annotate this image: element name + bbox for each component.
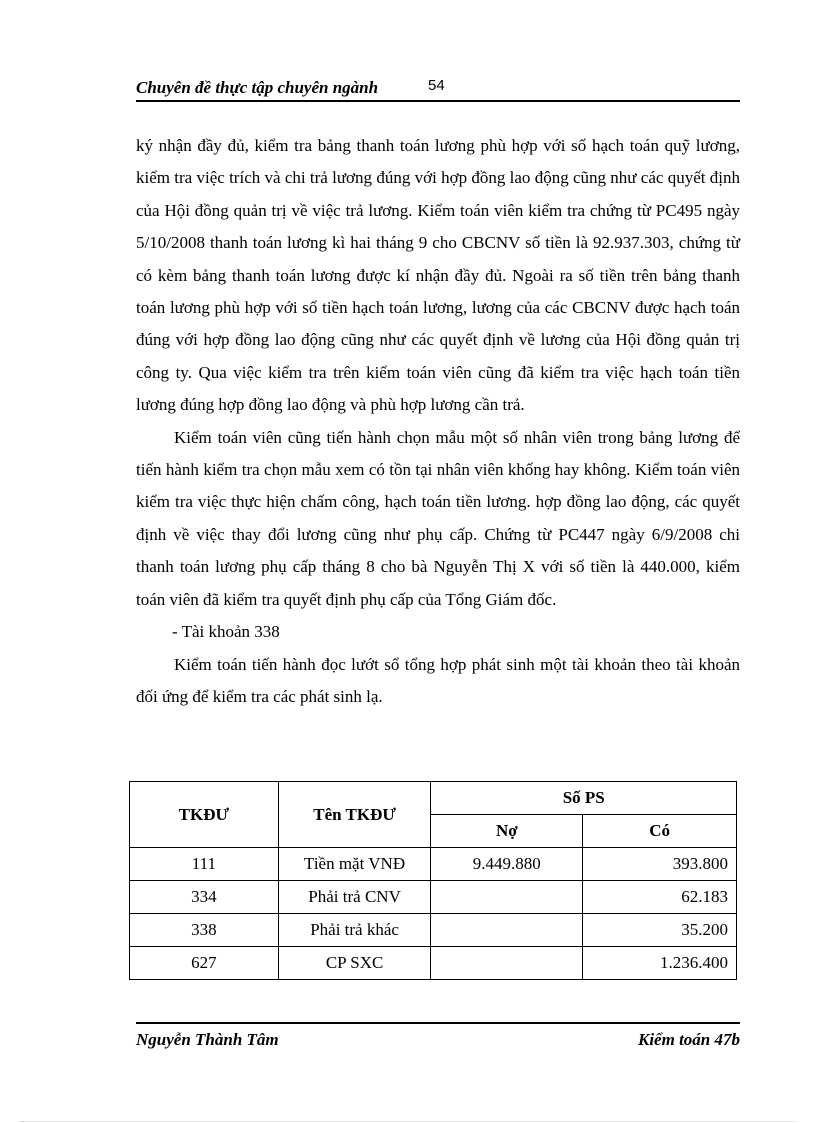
page-number: 54 (428, 77, 445, 94)
col-header-co: Có (583, 815, 737, 848)
paragraph: ký nhận đầy đủ, kiểm tra bảng thanh toán lương phù hợp với số hạch toán quỹ lương, kiểm tra việc trích và chi trả lương đúng với hợp đồng lao động cũng như các quyết định của Hội đồng quản trị về việc trả lương. Kiểm toán viên kiểm tra chứng từ PC495 ngày 5/10/2008 thanh toán lương kì hai tháng 9 cho CBCNV số tiền là 92.937.303, chứng từ có kèm bảng thanh toán lương được kí nhận đầy đủ. Ngoài ra số tiền trên bảng thanh toán lương phù hợp với số tiền hạch toán lương, lương của các CBCNV được hạch toán đúng với hợp đồng lao động cũng như các quyết định về lương của Hội đồng quản trị công ty. Qua việc kiểm tra trên kiểm toán viên cũng đã kiểm tra việc hạch toán tiền lương đúng hợp đồng lao động và phù hợp lương cần trả. (136, 136, 740, 415)
cell-tkdu: 627 (130, 947, 279, 980)
table-row (130, 881, 737, 914)
cell-no: 9.449.880 (431, 848, 583, 881)
footer-author: Nguyễn Thành Tâm (136, 1030, 279, 1049)
cell-co: 393.800 (583, 848, 737, 881)
footer-class: Kiểm toán 47b (637, 1030, 740, 1049)
col-header-ten-tkdu: Tên TKĐƯ (278, 782, 431, 848)
table-row (130, 947, 737, 980)
cell-co: 35.200 (583, 914, 737, 947)
cell-ten: Phải trả khác (278, 914, 431, 947)
header-title: Chuyên đề thực tập chuyên ngành (136, 78, 379, 97)
cell-co: 62.183 (583, 881, 737, 914)
cell-ten: Tiền mặt VNĐ (278, 848, 431, 881)
cell-tkdu: 334 (130, 881, 279, 914)
paragraph: Kiểm toán viên cũng tiến hành chọn mẫu một số nhân viên trong bảng lương để tiến hành kiểm tra chọn mẫu xem có tồn tại nhân viên khống hay không. Kiểm toán viên kiểm tra việc thực hiện chấm công, hạch toán tiền lương. hợp đồng lao động, các quyết định về việc thay đổi lương cũng như phụ cấp. Chứng từ PC447 ngày 6/9/2008 chi thanh toán lương phụ cấp tháng 8 cho bà Nguyễn Thị X với số tiền là 440.000, kiểm toán viên đã kiểm tra quyết định phụ cấp của Tổng Giám đốc. (136, 427, 740, 609)
col-header-tkdu: TKĐƯ (130, 782, 279, 848)
col-header-so-ps: Số PS (431, 782, 737, 815)
section-bullet: - Tài khoản 338 (172, 622, 280, 642)
cell-co: 1.236.400 (583, 947, 737, 980)
table-row (130, 848, 737, 881)
cell-ten: Phải trả CNV (278, 881, 431, 914)
page-header (136, 76, 740, 102)
cell-tkdu: 111 (130, 848, 279, 881)
table-row (130, 914, 737, 947)
cell-no (431, 881, 583, 914)
page-footer (136, 1022, 740, 1050)
paragraph: Kiểm toán tiến hành đọc lướt sổ tổng hợp phát sinh một tài khoản theo tài khoản đối ứng để kiểm tra các phát sinh lạ. (136, 654, 740, 706)
cell-tkdu: 338 (130, 914, 279, 947)
col-header-no: Nợ (431, 815, 583, 848)
ledger-table (129, 781, 737, 980)
cell-no (431, 947, 583, 980)
body-text (136, 130, 740, 713)
cell-no (431, 914, 583, 947)
page-bottom-divider (20, 1121, 796, 1122)
cell-ten: CP SXC (278, 947, 431, 980)
